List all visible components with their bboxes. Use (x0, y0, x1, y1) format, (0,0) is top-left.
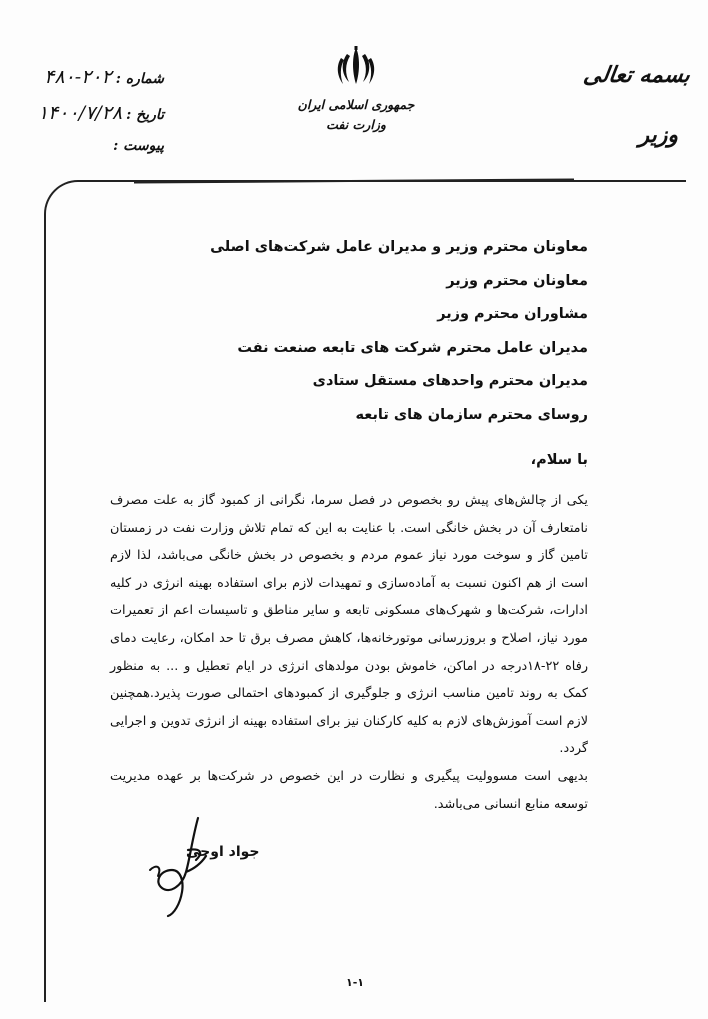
iran-emblem-icon (333, 44, 379, 90)
body-paragraph-2: بدیهی است مسوولیت پیگیری و نظارت در این خصوص در شرکت‌ها بر عهده مدیریت توسعه منابع انسانی می‌باشد. (110, 768, 588, 812)
handwritten-signature (140, 810, 280, 920)
letter-number-value: ۴۸۰-۲۰۲ (44, 66, 112, 88)
page-number: ۱-۱ (346, 976, 364, 989)
letter-meta (34, 66, 164, 174)
letter-attachment-label: پیوست : (113, 138, 164, 154)
body-paragraph-1: یکی از چالش‌های پیش رو بخصوص در فصل سرما، نگرانی از کمبود گاز به علت مصرف نامتعارف آن در بخش خانگی است. با عنایت به این که تمام تلاش وزارت نفت در زمستان تامین گاز و سوخت مورد نیاز عموم مردم و بخصوص در بخش خانگی می‌باشد، لذا لازم است از هم اکنون نسبت به آماده‌سازی و تمهیدات لازم برای استفاده بهینه انرژی در کلیه ادارات، شرکت‌ها و شهرک‌های مسکونی تابعه و سایر مناطق و تاسیسات اعم از تعمیرات مورد نیاز، اصلاح و بروزرسانی موتورخانه‌ها، کاهش مصرف برق تا حد امکان، رعایت دمای رفاه ۲۲-۱۸درجه در اماکن، خاموش بودن مولدهای انرژی در ایام تعطیل و ... به منظور کمک به روند تامین مناسب انرژی و جلوگیری از کمبودهای احتمالی صورت پذیرد.همچنین لازم است آموزش‌های لازم به کلیه کارکنان نیز برای استفاده بهینه از انرژی تدوین و اجرایی گردد. (110, 493, 589, 757)
recipient-item: معاونان محترم وزیر (446, 272, 588, 289)
recipient-item: مشاوران محترم وزیر (437, 306, 588, 322)
letter-date-value: ۱۴۰۰/۷/۲۸ (37, 102, 123, 124)
ministry-name-line-2: وزارت نفت (326, 117, 386, 132)
ministry-name-line-1: جمهوری اسلامی ایران (297, 97, 415, 112)
letter-header-right (530, 62, 690, 148)
recipient-item: معاونان محترم وزیر و مدیران عامل شرکت‌های اصلی (210, 239, 588, 255)
recipient-item: مدیران عامل محترم شرکت های تابعه صنعت نفت (237, 339, 588, 356)
letter-attachment-row (34, 138, 164, 174)
recipient-item: مدیران محترم واحدهای مستقل ستادی (312, 373, 588, 389)
signatory-name: جواد اوجی (186, 844, 260, 860)
bismillah-heading: بسمه تعالی (581, 62, 692, 88)
recipient-list (110, 234, 588, 435)
recipient-item: روسای محترم سازمان های تابعه (355, 406, 588, 423)
ministry-emblem-block (296, 44, 416, 134)
sender-title: وزیر (638, 122, 678, 148)
letter-number-row (34, 66, 164, 102)
letter-date-row (34, 102, 164, 138)
letter-date-label: تاریخ : (126, 107, 164, 123)
greeting: با سلام، (530, 452, 588, 468)
letter-body (110, 234, 588, 818)
letter-number-label: شماره : (115, 71, 164, 87)
